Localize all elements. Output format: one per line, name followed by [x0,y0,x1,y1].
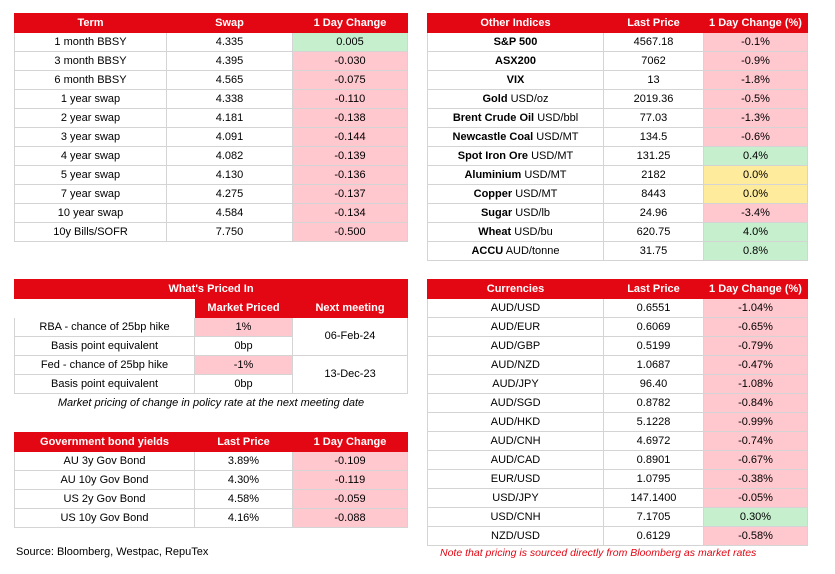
swap-term: 7 year swap [15,185,167,204]
bonds-header-row [15,433,408,452]
index-last-price: 24.96 [604,204,704,223]
index-last-price: 134.5 [604,128,704,147]
indices-header-row [428,14,808,33]
fed-bp-label: Basis point equivalent [15,375,195,394]
index-name: Sugar [480,206,513,219]
priced-title: What's Priced In [15,280,408,299]
index-name-cell [428,90,604,109]
fx-last-price: 147.1400 [604,489,704,508]
bond-row [15,471,408,490]
swap-row [15,71,408,90]
fx-last-price: 0.6069 [604,318,704,337]
index-row [428,71,808,90]
index-row [428,128,808,147]
index-last-price: 620.75 [604,223,704,242]
index-last-price: 131.25 [604,147,704,166]
swap-day-change: -0.136 [293,166,408,185]
fx-last-price: 1.0795 [604,470,704,489]
header-term: Term [15,14,167,33]
swap-rate: 4.130 [167,166,293,185]
fx-row [428,375,808,394]
bond-name: US 2y Gov Bond [15,490,195,509]
index-day-change: -1.8% [704,71,808,90]
priced-subheader-row [15,299,408,318]
fed-bp-value: 0bp [195,375,293,394]
index-row [428,90,808,109]
index-last-price: 8443 [604,185,704,204]
index-unit: USD/MT [524,168,567,181]
index-unit: USD/bu [514,225,553,238]
rba-chance-value: 1% [195,318,293,337]
index-day-change: -1.3% [704,109,808,128]
fx-last-price: 0.8782 [604,394,704,413]
bond-last-price: 4.30% [195,471,293,490]
index-name-cell [428,223,604,242]
fx-day-change: -0.47% [704,356,808,375]
index-name-cell [428,166,604,185]
fx-pair: AUD/CNH [428,432,604,451]
fx-day-change: -0.67% [704,451,808,470]
swap-rows [15,33,408,242]
swap-rates-table [14,13,408,242]
fx-row [428,413,808,432]
bond-day-change: -0.109 [293,452,408,471]
fx-day-change: -0.99% [704,413,808,432]
fx-day-change: -0.79% [704,337,808,356]
fx-row [428,432,808,451]
index-name-cell [428,109,604,128]
swap-day-change: -0.138 [293,109,408,128]
index-name: Copper [473,187,513,200]
index-last-price: 77.03 [604,109,704,128]
swap-term: 3 month BBSY [15,52,167,71]
index-name: ACCU [471,244,504,257]
priced-note-row [15,394,408,413]
index-day-change: 0.4% [704,147,808,166]
fx-pair: AUD/GBP [428,337,604,356]
rba-chance-label: RBA - chance of 25bp hike [15,318,195,337]
fx-last-price: 0.8901 [604,451,704,470]
swap-rate: 7.750 [167,223,293,242]
index-day-change: -0.5% [704,90,808,109]
fx-day-change: 0.30% [704,508,808,527]
swap-rate: 4.395 [167,52,293,71]
fx-last-price: 4.6972 [604,432,704,451]
swap-term: 10 year swap [15,204,167,223]
swap-row [15,109,408,128]
fx-rows [428,299,808,546]
bond-last-price: 3.89% [195,452,293,471]
index-row [428,223,808,242]
other-indices-table [427,13,808,261]
bond-day-change: -0.059 [293,490,408,509]
bond-rows [15,452,408,528]
whats-priced-in-table [14,279,408,412]
rba-next-meeting: 06-Feb-24 [293,318,408,356]
index-row [428,166,808,185]
header-currencies: Currencies [428,280,604,299]
fx-day-change: -0.38% [704,470,808,489]
index-unit: USD/oz [510,92,549,105]
index-unit: USD/MT [515,187,558,200]
bond-name: AU 3y Gov Bond [15,452,195,471]
swap-day-change: -0.030 [293,52,408,71]
index-name: S&P 500 [493,35,538,48]
header-fx-last-price: Last Price [604,280,704,299]
index-day-change: -0.1% [704,33,808,52]
swap-day-change: -0.110 [293,90,408,109]
index-name-cell [428,204,604,223]
index-name: ASX200 [495,54,536,67]
index-name-cell [428,185,604,204]
swap-row [15,166,408,185]
fx-last-price: 0.5199 [604,337,704,356]
index-name-cell [428,52,604,71]
index-name: VIX [506,73,525,86]
fx-pair: AUD/USD [428,299,604,318]
bond-day-change: -0.119 [293,471,408,490]
rba-bp-value: 0bp [195,337,293,356]
fx-row [428,356,808,375]
swap-rate: 4.091 [167,128,293,147]
index-day-change: -3.4% [704,204,808,223]
bond-row [15,490,408,509]
currencies-table [427,279,808,546]
fx-header-row [428,280,808,299]
fx-pair: NZD/USD [428,527,604,546]
fx-day-change: -0.58% [704,527,808,546]
index-row [428,109,808,128]
index-unit: USD/lb [515,206,551,219]
header-gov-bond-yields: Government bond yields [15,433,195,452]
rba-chance-row [15,318,408,337]
swap-term: 10y Bills/SOFR [15,223,167,242]
index-last-price: 13 [604,71,704,90]
index-day-change: -0.9% [704,52,808,71]
swap-row [15,185,408,204]
swap-rate: 4.335 [167,33,293,52]
swap-rate: 4.565 [167,71,293,90]
swap-row [15,128,408,147]
fed-next-meeting: 13-Dec-23 [293,356,408,394]
index-last-price: 2019.36 [604,90,704,109]
header-bond-day-change: 1 Day Change [293,433,408,452]
swap-term: 1 month BBSY [15,33,167,52]
index-name-cell [428,128,604,147]
fx-last-price: 7.1705 [604,508,704,527]
fed-chance-label: Fed - chance of 25bp hike [15,356,195,375]
swap-header-row [15,14,408,33]
swap-term: 2 year swap [15,109,167,128]
index-day-change: 0.0% [704,185,808,204]
rba-bp-label: Basis point equivalent [15,337,195,356]
fed-chance-row [15,356,408,375]
fx-day-change: -0.65% [704,318,808,337]
fx-pair: AUD/EUR [428,318,604,337]
bond-row [15,452,408,471]
swap-row [15,52,408,71]
index-name-cell [428,71,604,90]
index-name: Wheat [478,225,512,238]
fx-pair: AUD/JPY [428,375,604,394]
header-last-price: Last Price [604,14,704,33]
swap-day-change: -0.134 [293,204,408,223]
swap-day-change: -0.137 [293,185,408,204]
fx-row [428,451,808,470]
index-unit: USD/MT [536,130,579,143]
fx-pair: AUD/CAD [428,451,604,470]
index-day-change: -0.6% [704,128,808,147]
header-market-priced: Market Priced [195,299,293,318]
swap-day-change: 0.005 [293,33,408,52]
swap-row [15,223,408,242]
fx-day-change: -0.84% [704,394,808,413]
index-last-price: 7062 [604,52,704,71]
index-unit: AUD/tonne [505,244,560,257]
header-other-indices: Other Indices [428,14,604,33]
header-next-meeting: Next meeting [293,299,408,318]
swap-rate: 4.082 [167,147,293,166]
pricing-disclaimer: Note that pricing is sourced directly from Bloomberg as market rates [440,547,757,559]
fx-row [428,337,808,356]
priced-title-row [15,280,408,299]
index-last-price: 4567.18 [604,33,704,52]
fx-last-price: 5.1228 [604,413,704,432]
fed-chance-value: -1% [195,356,293,375]
fx-day-change: -1.08% [704,375,808,394]
fx-day-change: -1.04% [704,299,808,318]
swap-term: 3 year swap [15,128,167,147]
swap-term: 4 year swap [15,147,167,166]
index-row [428,185,808,204]
index-name: Spot Iron Ore [457,149,529,162]
header-swap: Swap [167,14,293,33]
index-day-change: 4.0% [704,223,808,242]
fx-last-price: 96.40 [604,375,704,394]
swap-term: 5 year swap [15,166,167,185]
fx-last-price: 0.6129 [604,527,704,546]
bond-last-price: 4.58% [195,490,293,509]
fx-pair: AUD/HKD [428,413,604,432]
fx-row [428,394,808,413]
bond-name: US 10y Gov Bond [15,509,195,528]
bond-day-change: -0.088 [293,509,408,528]
fx-day-change: -0.05% [704,489,808,508]
fx-row [428,470,808,489]
fx-pair: USD/CNH [428,508,604,527]
swap-day-change: -0.144 [293,128,408,147]
index-unit: USD/bbl [537,111,579,124]
index-name: Aluminium [464,168,522,181]
bond-yields-table [14,432,408,528]
fx-row [428,527,808,546]
index-row [428,147,808,166]
fx-row [428,489,808,508]
index-row [428,52,808,71]
swap-term: 6 month BBSY [15,71,167,90]
index-name-cell [428,242,604,261]
swap-rate: 4.275 [167,185,293,204]
swap-day-change: -0.500 [293,223,408,242]
index-name-cell [428,147,604,166]
source-note: Source: Bloomberg, Westpac, RepuTex [16,546,209,558]
index-last-price: 31.75 [604,242,704,261]
index-day-change: 0.8% [704,242,808,261]
swap-row [15,90,408,109]
indices-rows [428,33,808,261]
index-name: Gold [482,92,508,105]
header-day-change-pct: 1 Day Change (%) [704,14,808,33]
index-day-change: 0.0% [704,166,808,185]
index-name: Brent Crude Oil [452,111,535,124]
bond-last-price: 4.16% [195,509,293,528]
header-day-change: 1 Day Change [293,14,408,33]
index-unit: USD/MT [531,149,574,162]
fx-last-price: 1.0687 [604,356,704,375]
index-last-price: 2182 [604,166,704,185]
index-name-cell [428,33,604,52]
swap-row [15,33,408,52]
swap-row [15,204,408,223]
index-row [428,33,808,52]
header-fx-day-change: 1 Day Change (%) [704,280,808,299]
fx-pair: EUR/USD [428,470,604,489]
header-bond-last-price: Last Price [195,433,293,452]
swap-row [15,147,408,166]
swap-rate: 4.584 [167,204,293,223]
swap-rate: 4.181 [167,109,293,128]
fx-pair: AUD/SGD [428,394,604,413]
fx-row [428,508,808,527]
fx-row [428,318,808,337]
bond-name: AU 10y Gov Bond [15,471,195,490]
fx-row [428,299,808,318]
index-row [428,204,808,223]
swap-day-change: -0.139 [293,147,408,166]
swap-term: 1 year swap [15,90,167,109]
fx-pair: USD/JPY [428,489,604,508]
bond-row [15,509,408,528]
swap-rate: 4.338 [167,90,293,109]
swap-day-change: -0.075 [293,71,408,90]
index-row [428,242,808,261]
fx-pair: AUD/NZD [428,356,604,375]
priced-note: Market pricing of change in policy rate at the next meeting date [57,396,365,409]
fx-day-change: -0.74% [704,432,808,451]
fx-last-price: 0.6551 [604,299,704,318]
index-name: Newcastle Coal [452,130,534,143]
